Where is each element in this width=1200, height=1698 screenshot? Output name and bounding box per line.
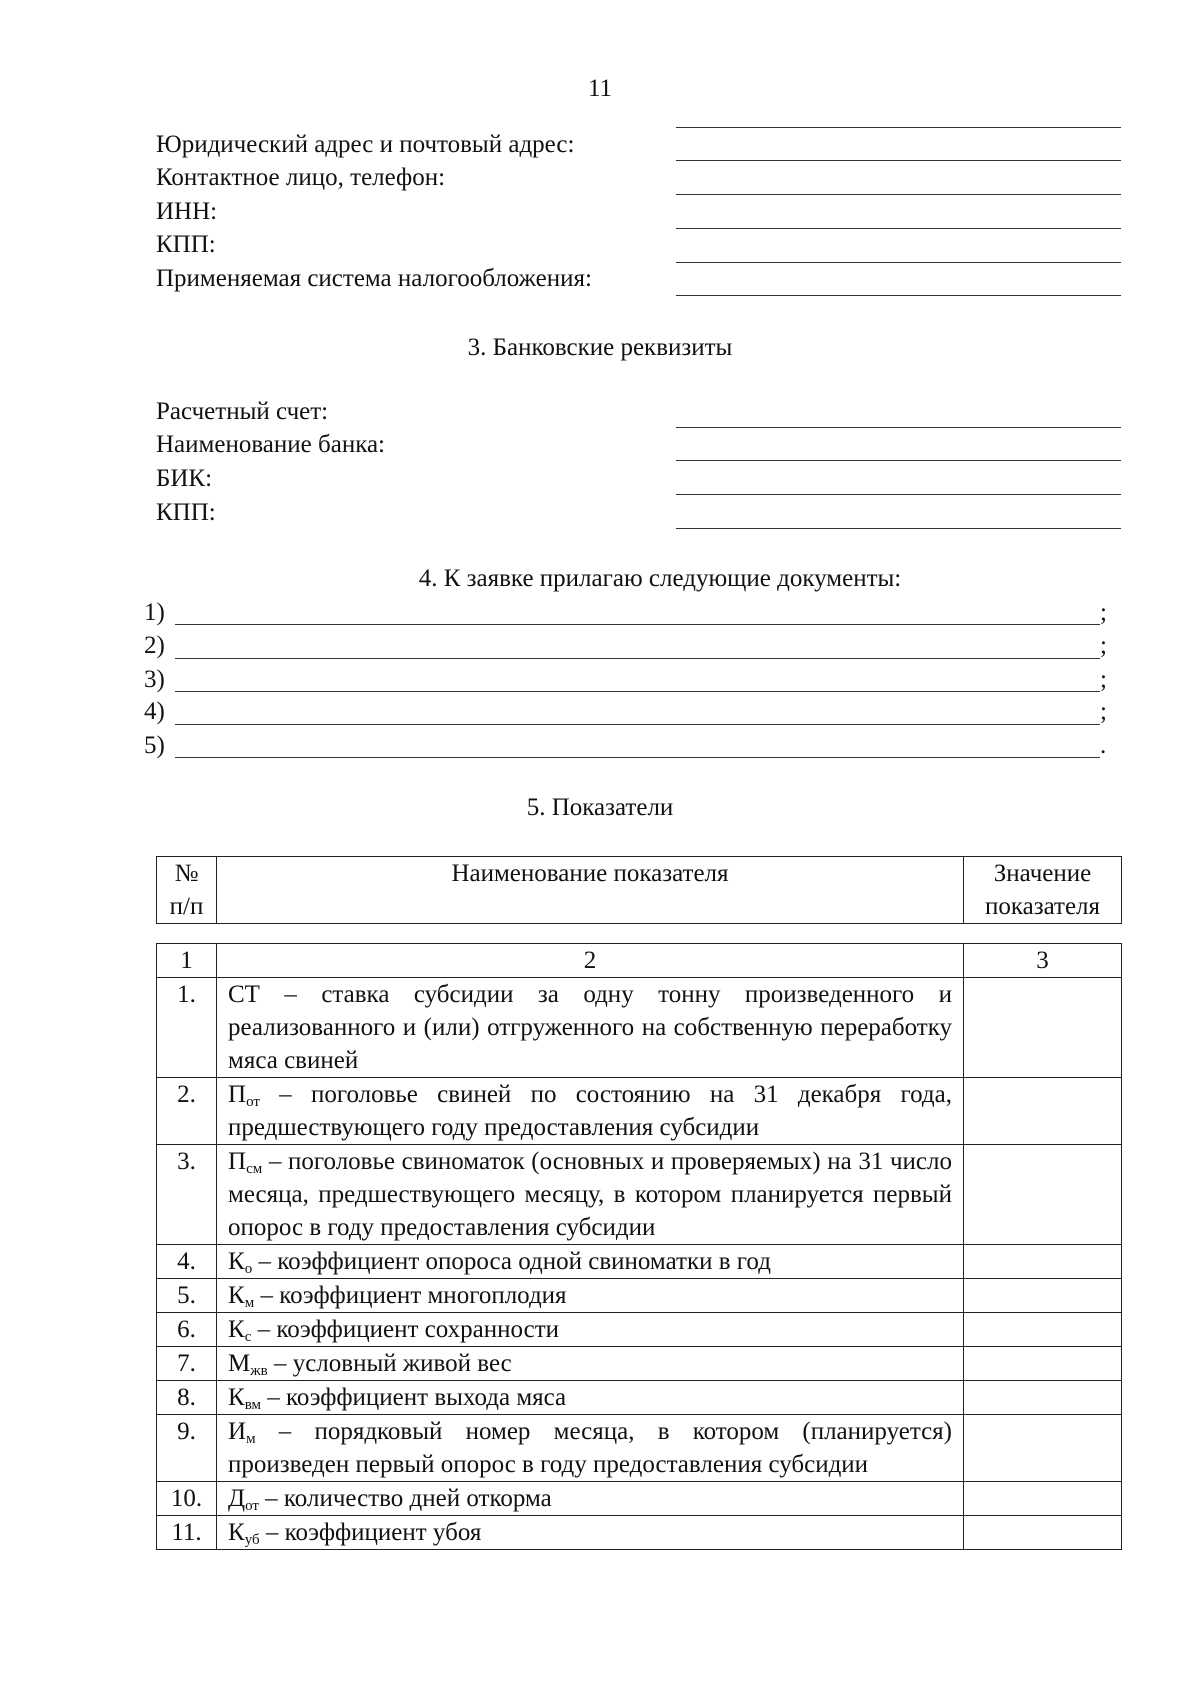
field-label-bank-kpp: КПП:	[156, 499, 216, 526]
field-line-bik[interactable]	[676, 494, 1121, 495]
doc-item-line[interactable]	[175, 658, 1100, 659]
indicator-subscript: м	[246, 1431, 256, 1447]
indicator-name	[217, 1145, 964, 1245]
table-row	[157, 1245, 1122, 1279]
indicator-value-cell[interactable]	[964, 1078, 1122, 1145]
table-row	[157, 1145, 1122, 1245]
col-number: 3	[964, 944, 1122, 978]
indicator-symbol: СТ	[228, 981, 260, 1008]
indicator-name	[217, 1078, 964, 1145]
indicator-description: – условный живой вес	[267, 1350, 512, 1377]
doc-item-end: ;	[1100, 632, 1107, 659]
row-number: 3.	[157, 1145, 217, 1245]
indicator-value-cell[interactable]	[964, 978, 1122, 1078]
header-value-line2: показателя	[984, 893, 1101, 920]
doc-item-line[interactable]	[175, 691, 1100, 692]
row-number: 1.	[157, 978, 217, 1078]
indicator-subscript: уб	[244, 1532, 260, 1548]
table-row	[157, 1381, 1122, 1415]
row-number: 5.	[157, 1279, 217, 1313]
table-row	[157, 1313, 1122, 1347]
header-num-line1: №	[174, 860, 199, 887]
doc-item-number: 3)	[144, 666, 165, 693]
indicator-symbol: И	[228, 1418, 247, 1445]
col-number: 2	[217, 944, 964, 978]
indicators-header-table	[156, 856, 1122, 924]
indicator-name	[217, 978, 964, 1078]
col-number: 1	[157, 944, 217, 978]
indicator-name	[217, 1516, 964, 1550]
indicator-symbol: К	[228, 1384, 245, 1411]
indicator-subscript: см	[246, 1161, 263, 1177]
indicator-symbol: М	[228, 1350, 251, 1377]
indicator-description: – коэффициент опороса одной свиноматки в год	[252, 1248, 771, 1275]
indicator-symbol: К	[228, 1282, 245, 1309]
doc-item-end: .	[1100, 732, 1107, 759]
indicator-subscript: жв	[250, 1363, 268, 1379]
doc-item-number: 1)	[144, 599, 165, 626]
doc-item-number: 5)	[144, 732, 165, 759]
row-number: 8.	[157, 1381, 217, 1415]
indicator-value-cell[interactable]	[964, 1381, 1122, 1415]
indicator-symbol: Д	[228, 1485, 246, 1512]
field-label-inn: ИНН:	[156, 198, 218, 225]
field-label-kpp: КПП:	[156, 231, 216, 258]
header-num	[157, 857, 217, 924]
indicator-description: – ставка субсидии за одну тонну произведенного и реализованного и (или) отгруженного на собственную переработку мяса свиней	[228, 981, 952, 1074]
indicator-description: – коэффициент выхода мяса	[261, 1384, 567, 1411]
indicator-name	[217, 1313, 964, 1347]
indicator-value-cell[interactable]	[964, 1347, 1122, 1381]
indicator-name	[217, 1381, 964, 1415]
row-number: 6.	[157, 1313, 217, 1347]
indicator-value-cell[interactable]	[964, 1415, 1122, 1482]
header-name: Наименование показателя	[217, 857, 964, 924]
field-label-bank-name: Наименование банка:	[156, 431, 386, 458]
table-row	[157, 1347, 1122, 1381]
indicator-value-cell[interactable]	[964, 1145, 1122, 1245]
section-title-indicators: 5. Показатели	[526, 794, 674, 821]
header-row	[157, 857, 1122, 924]
indicator-subscript: о	[244, 1261, 253, 1277]
indicator-subscript: от	[245, 1498, 259, 1514]
doc-item-line[interactable]	[175, 724, 1100, 725]
indicator-name	[217, 1279, 964, 1313]
column-numbers-row	[157, 944, 1122, 978]
header-value-line1: Значение	[993, 860, 1092, 887]
indicator-description: – порядковый номер месяца, в котором (планируется) произведен первый опорос в году предоставления субсидии	[228, 1418, 952, 1478]
field-line-contact[interactable]	[676, 194, 1121, 195]
doc-item-end: ;	[1100, 599, 1107, 626]
table-row	[157, 1516, 1122, 1550]
field-line	[676, 127, 1121, 128]
indicator-symbol: К	[228, 1519, 245, 1546]
header-value	[964, 857, 1122, 924]
field-line-account[interactable]	[676, 427, 1121, 428]
table-row	[157, 978, 1122, 1078]
indicator-description: – количество дней откорма	[258, 1485, 552, 1512]
indicator-symbol: К	[228, 1316, 245, 1343]
indicator-description: – коэффициент убоя	[259, 1519, 482, 1546]
indicator-description: – коэффициент сохранности	[251, 1316, 560, 1343]
field-label-address: Юридический адрес и почтовый адрес:	[156, 131, 575, 158]
header-num-line2: п/п	[169, 893, 204, 920]
field-line-bank-kpp[interactable]	[676, 528, 1121, 529]
field-line-bank-name[interactable]	[676, 460, 1121, 461]
row-number: 9.	[157, 1415, 217, 1482]
row-number: 10.	[157, 1482, 217, 1516]
indicator-name	[217, 1415, 964, 1482]
doc-item-end: ;	[1100, 698, 1107, 725]
doc-item-line[interactable]	[175, 757, 1100, 758]
field-label-bik: БИК:	[156, 465, 213, 492]
indicator-value-cell[interactable]	[964, 1482, 1122, 1516]
page-number: 11	[587, 75, 613, 102]
table-row	[157, 1279, 1122, 1313]
table-row	[157, 1415, 1122, 1482]
field-line-tax-system[interactable]	[676, 295, 1121, 296]
doc-item-end: ;	[1100, 666, 1107, 693]
indicator-value-cell[interactable]	[964, 1516, 1122, 1550]
row-number: 7.	[157, 1347, 217, 1381]
indicator-subscript: с	[244, 1329, 252, 1345]
doc-item-number: 2)	[144, 632, 165, 659]
indicator-subscript: от	[246, 1094, 260, 1110]
indicator-name	[217, 1482, 964, 1516]
field-line-inn[interactable]	[676, 228, 1121, 229]
table-row	[157, 1078, 1122, 1145]
indicator-name	[217, 1245, 964, 1279]
indicator-value-cell[interactable]	[964, 1279, 1122, 1313]
doc-item-line[interactable]	[175, 624, 1100, 625]
row-number: 11.	[157, 1516, 217, 1550]
indicator-description: – коэффициент многоплодия	[254, 1282, 567, 1309]
indicator-value-cell[interactable]	[964, 1245, 1122, 1279]
field-line-kpp[interactable]	[676, 262, 1121, 263]
doc-item-number: 4)	[144, 698, 165, 725]
indicator-description: – поголовье свиней по состоянию на 31 декабря года, предшествующего году предоставления субсидии	[228, 1081, 952, 1141]
table-row	[157, 1482, 1122, 1516]
indicators-table	[156, 943, 1122, 1550]
indicator-symbol: К	[228, 1248, 245, 1275]
indicator-symbol: П	[228, 1081, 247, 1108]
indicator-value-cell[interactable]	[964, 1313, 1122, 1347]
indicator-subscript: м	[244, 1295, 255, 1311]
field-label-account: Расчетный счет:	[156, 398, 329, 425]
indicator-description: – поголовье свиноматок (основных и проверяемых) на 31 число месяца, предшествующего месяцу, в котором планируется первый опорос в году предоставления субсидии	[228, 1148, 952, 1241]
indicator-symbol: П	[228, 1148, 247, 1175]
row-number: 4.	[157, 1245, 217, 1279]
field-line-address[interactable]	[676, 160, 1121, 161]
indicator-subscript: вм	[244, 1397, 262, 1413]
field-label-contact: Контактное лицо, телефон:	[156, 164, 446, 191]
section-title-bank: 3. Банковские реквизиты	[467, 334, 733, 361]
row-number: 2.	[157, 1078, 217, 1145]
field-label-tax-system: Применяемая система налогообложения:	[156, 265, 592, 292]
section-title-documents: 4. К заявке прилагаю следующие документы:	[418, 565, 902, 592]
indicator-name	[217, 1347, 964, 1381]
